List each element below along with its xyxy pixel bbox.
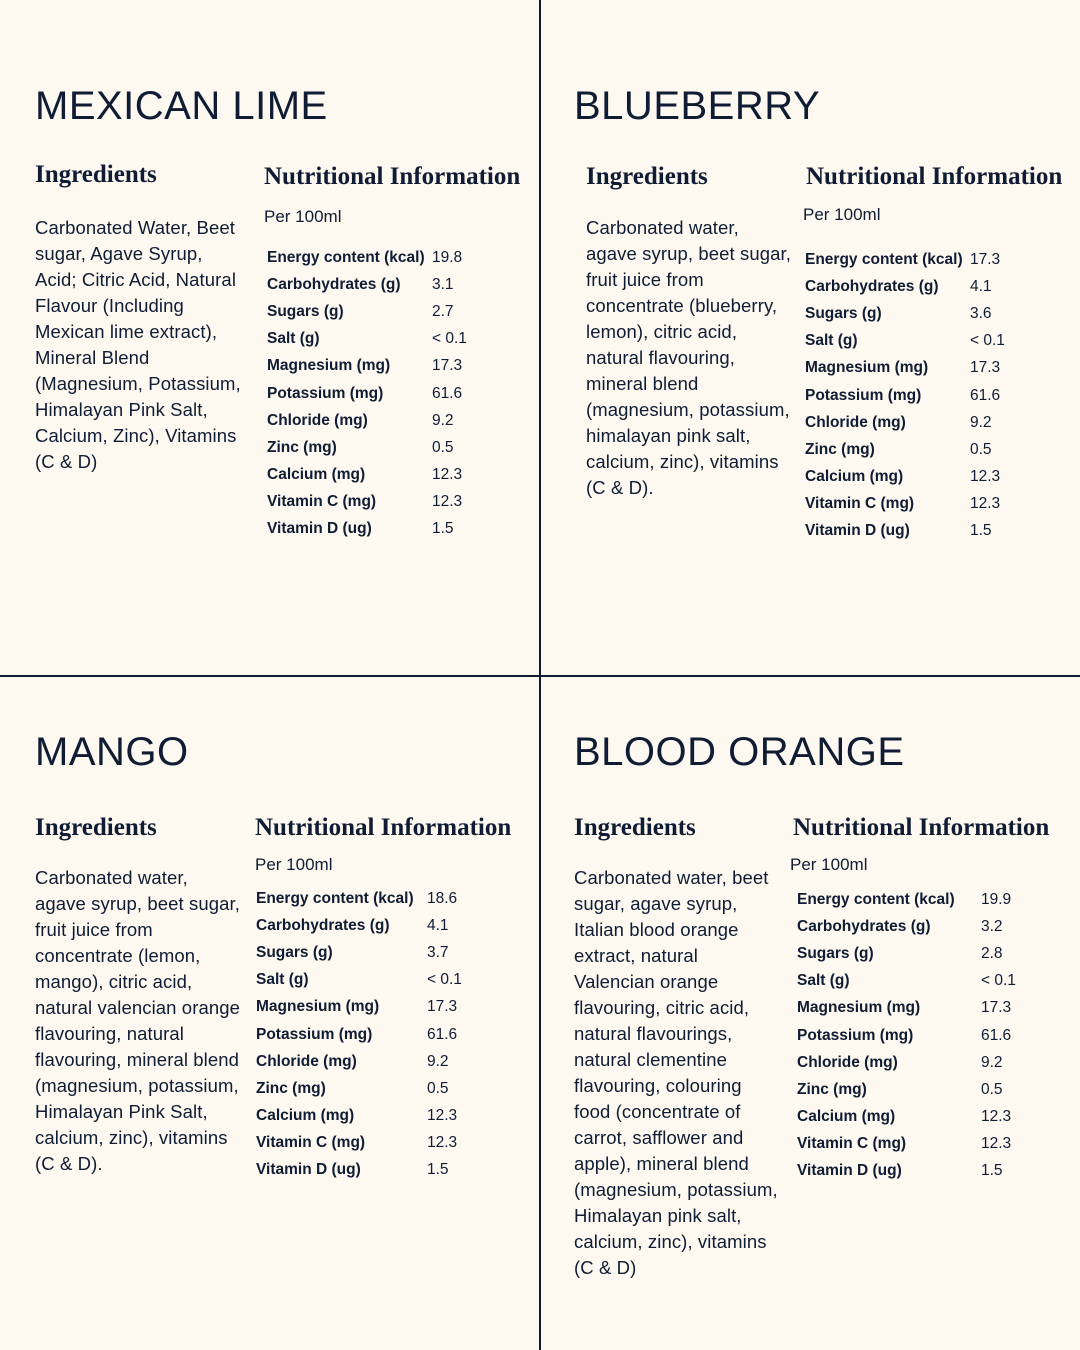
- nutrition-row: [256, 994, 462, 1021]
- nutrition-row: [805, 409, 1005, 436]
- nutrient-value: 0.5: [981, 1080, 1003, 1098]
- nutrient-label: Magnesium (mg): [797, 999, 921, 1017]
- nutrition-row: [256, 939, 462, 966]
- nutrient-value: 3.7: [427, 943, 449, 961]
- nutrient-value: < 0.1: [427, 971, 462, 989]
- nutrient-label: Vitamin C (mg): [256, 1134, 366, 1152]
- product-title: MEXICAN LIME: [35, 84, 328, 128]
- nutrient-label: Sugars (g): [256, 943, 333, 961]
- nutrient-label: Energy content (kcal): [797, 890, 955, 908]
- ingredients-heading: Ingredients: [574, 814, 696, 841]
- nutrient-value: 2.8: [981, 944, 1003, 962]
- nutrition-table: [797, 886, 1016, 1185]
- nutrient-value: 12.3: [981, 1135, 1012, 1153]
- nutrient-value: 19.9: [981, 890, 1012, 908]
- nutrient-value: 12.3: [432, 466, 463, 484]
- nutrient-value: < 0.1: [981, 972, 1016, 990]
- nutrition-row: [805, 328, 1005, 355]
- nutrient-label: Vitamin C (mg): [805, 495, 915, 513]
- nutrient-value: 4.1: [970, 277, 992, 295]
- nutrition-row: [267, 244, 467, 271]
- nutrient-label: Vitamin D (ug): [267, 520, 372, 538]
- nutrient-value: 17.3: [432, 357, 463, 375]
- nutrient-value: 0.5: [432, 438, 454, 456]
- per-100ml-label: Per 100ml: [255, 855, 333, 874]
- nutrition-row: [805, 518, 1005, 545]
- nutrient-label: Zinc (mg): [797, 1080, 867, 1098]
- nutrient-value: 3.2: [981, 917, 1003, 935]
- nutrient-value: 17.3: [970, 250, 1001, 268]
- nutrient-value: 61.6: [981, 1026, 1012, 1044]
- nutrient-label: Potassium (mg): [267, 384, 384, 402]
- ingredients-heading: Ingredients: [35, 161, 157, 188]
- nutrient-value: 18.6: [427, 889, 458, 907]
- nutrient-label: Salt (g): [256, 971, 309, 989]
- nutrient-label: Vitamin D (ug): [256, 1161, 361, 1179]
- nutrient-value: 1.5: [427, 1161, 449, 1179]
- per-100ml-label: Per 100ml: [790, 855, 868, 874]
- nutrition-row: [797, 995, 1016, 1022]
- nutrient-value: 12.3: [432, 493, 463, 511]
- nutrient-label: Sugars (g): [805, 304, 882, 322]
- nutrient-label: Energy content (kcal): [805, 250, 963, 268]
- nutrient-label: Vitamin C (mg): [797, 1135, 907, 1153]
- nutrient-label: Calcium (mg): [797, 1108, 896, 1126]
- nutrient-value: 12.3: [427, 1134, 458, 1152]
- nutrition-row: [797, 1104, 1016, 1131]
- nutrition-row: [805, 491, 1005, 518]
- nutrient-label: Chloride (mg): [797, 1053, 898, 1071]
- per-100ml-label: Per 100ml: [803, 205, 881, 224]
- nutrient-label: Calcium (mg): [256, 1107, 355, 1125]
- ingredients-heading: Ingredients: [586, 163, 708, 190]
- ingredients-heading: Ingredients: [35, 814, 157, 841]
- nutrient-value: 12.3: [981, 1108, 1012, 1126]
- nutrient-value: 12.3: [427, 1107, 458, 1125]
- nutrient-label: Salt (g): [805, 332, 858, 350]
- nutrition-row: [805, 382, 1005, 409]
- nutrition-row: [797, 886, 1016, 913]
- nutrient-value: 0.5: [970, 440, 992, 458]
- nutrient-value: 9.2: [432, 411, 454, 429]
- nutrient-label: Energy content (kcal): [256, 889, 414, 907]
- nutrient-label: Chloride (mg): [256, 1052, 357, 1070]
- nutrient-value: 0.5: [427, 1079, 449, 1097]
- nutrient-label: Chloride (mg): [805, 413, 906, 431]
- nutrition-row: [256, 912, 462, 939]
- nutrient-value: 17.3: [970, 359, 1001, 377]
- nutrient-label: Calcium (mg): [805, 468, 904, 486]
- nutrition-row: [797, 913, 1016, 940]
- nutrient-value: 61.6: [432, 384, 463, 402]
- nutrient-label: Chloride (mg): [267, 411, 368, 429]
- nutrient-value: 61.6: [427, 1025, 458, 1043]
- nutrition-row: [797, 1131, 1016, 1158]
- nutrition-row: [267, 298, 467, 325]
- nutrient-label: Vitamin D (ug): [805, 522, 910, 540]
- nutrient-value: 4.1: [427, 916, 449, 934]
- nutrient-value: 17.3: [427, 998, 458, 1016]
- nutrient-label: Zinc (mg): [805, 440, 875, 458]
- nutrition-row: [256, 1157, 462, 1184]
- nutrient-label: Carbohydrates (g): [805, 277, 939, 295]
- nutrition-row: [797, 1022, 1016, 1049]
- product-title: BLOOD ORANGE: [574, 730, 905, 774]
- nutrient-value: 19.8: [432, 248, 463, 266]
- ingredients-text: Carbonated water, agave syrup, beet sugar, fruit juice from concentrate (blueberry, lemon), citric acid, natural flavouring, mineral blend (magnesium, potassium, himalayan pink salt, calcium, zinc), vitamins (C & D).: [586, 217, 792, 498]
- nutrient-label: Magnesium (mg): [805, 359, 929, 377]
- nutrient-label: Salt (g): [267, 330, 320, 348]
- nutrition-row: [805, 246, 1005, 273]
- nutrient-label: Sugars (g): [797, 944, 874, 962]
- nutrition-row: [256, 1075, 462, 1102]
- nutrient-value: < 0.1: [970, 332, 1005, 350]
- nutrient-label: Carbohydrates (g): [797, 917, 931, 935]
- nutrition-row: [256, 1103, 462, 1130]
- nutrient-value: 1.5: [981, 1162, 1003, 1180]
- nutrition-heading: Nutritional Information: [793, 814, 1050, 841]
- nutrient-value: 9.2: [981, 1053, 1003, 1071]
- nutrition-row: [267, 516, 467, 543]
- nutrition-row: [267, 489, 467, 516]
- nutrition-table: [256, 885, 462, 1184]
- nutrient-label: Carbohydrates (g): [256, 916, 390, 934]
- nutrition-row: [267, 271, 467, 298]
- nutrition-row: [267, 353, 467, 380]
- nutrient-value: 12.3: [970, 468, 1001, 486]
- nutrition-row: [805, 355, 1005, 382]
- nutrition-row: [267, 326, 467, 353]
- nutrient-label: Potassium (mg): [805, 386, 922, 404]
- nutrient-label: Carbohydrates (g): [267, 275, 401, 293]
- product-title: MANGO: [35, 730, 189, 774]
- nutrient-value: 61.6: [970, 386, 1001, 404]
- nutrition-row: [805, 273, 1005, 300]
- nutrition-heading: Nutritional Information: [806, 163, 1063, 190]
- nutrient-label: Vitamin C (mg): [267, 493, 377, 511]
- nutrient-label: Potassium (mg): [256, 1025, 373, 1043]
- nutrient-value: 1.5: [432, 520, 454, 538]
- nutrition-row: [797, 1049, 1016, 1076]
- nutrition-heading: Nutritional Information: [255, 814, 512, 841]
- nutrition-row: [256, 1048, 462, 1075]
- horizontal-divider: [0, 675, 1080, 677]
- nutrition-row: [256, 967, 462, 994]
- nutrition-row: [256, 1130, 462, 1157]
- ingredients-text: Carbonated water, agave syrup, beet sugar, fruit juice from concentrate (lemon, mango), citric acid, natural valencian orange flavouring, natural flavouring, mineral blend (magnesium, potassium, Himalayan Pink Salt, calcium, zinc), vitamins (C & D).: [35, 867, 241, 1174]
- nutrition-row: [805, 300, 1005, 327]
- nutrient-value: 1.5: [970, 522, 992, 540]
- nutrition-table: [267, 244, 467, 543]
- ingredients-text: Carbonated Water, Beet sugar, Agave Syrup, Acid; Citric Acid, Natural Flavour (Including Mexican lime extract), Mineral Blend (Magnesium, Potassium, Himalayan Pink Salt, Calcium, Zinc), Vitamins (C & D): [35, 217, 241, 472]
- nutrient-value: 17.3: [981, 999, 1012, 1017]
- nutrition-row: [797, 1076, 1016, 1103]
- nutrition-table: [805, 246, 1005, 545]
- nutrition-row: [267, 407, 467, 434]
- nutrient-label: Zinc (mg): [267, 438, 337, 456]
- nutrition-row: [267, 380, 467, 407]
- nutrient-label: Potassium (mg): [797, 1026, 914, 1044]
- nutrient-value: 9.2: [427, 1052, 449, 1070]
- nutrient-label: Zinc (mg): [256, 1079, 326, 1097]
- nutrition-row: [797, 968, 1016, 995]
- nutrient-label: Magnesium (mg): [267, 357, 391, 375]
- nutrient-value: 9.2: [970, 413, 992, 431]
- nutrient-label: Energy content (kcal): [267, 248, 425, 266]
- nutrient-label: Sugars (g): [267, 302, 344, 320]
- nutrient-label: Vitamin D (ug): [797, 1162, 902, 1180]
- nutrition-row: [805, 464, 1005, 491]
- nutrition-row: [267, 462, 467, 489]
- nutrient-label: Magnesium (mg): [256, 998, 380, 1016]
- nutrient-label: Salt (g): [797, 972, 850, 990]
- product-title: BLUEBERRY: [574, 84, 821, 128]
- nutrient-value: 3.6: [970, 304, 992, 322]
- nutrition-row: [797, 940, 1016, 967]
- nutrient-value: 12.3: [970, 495, 1001, 513]
- nutrition-row: [256, 885, 462, 912]
- nutrient-value: 3.1: [432, 275, 454, 293]
- nutrition-row: [267, 434, 467, 461]
- nutrition-row: [805, 436, 1005, 463]
- nutrition-heading: Nutritional Information: [264, 163, 521, 190]
- nutrition-row: [256, 1021, 462, 1048]
- nutrient-value: < 0.1: [432, 330, 467, 348]
- nutrient-label: Calcium (mg): [267, 466, 366, 484]
- nutrition-row: [797, 1158, 1016, 1185]
- ingredients-text: Carbonated water, beet sugar, agave syrup, Italian blood orange extract, natural Valencian orange flavouring, citric acid, natural flavourings, natural clementine flavouring, colouring food (concentrate of carrot, safflower and apple), mineral blend (magnesium, potassium, Himalayan pink salt, calcium, zinc), vitamins (C & D): [574, 867, 778, 1278]
- nutrient-value: 2.7: [432, 302, 454, 320]
- per-100ml-label: Per 100ml: [264, 207, 342, 226]
